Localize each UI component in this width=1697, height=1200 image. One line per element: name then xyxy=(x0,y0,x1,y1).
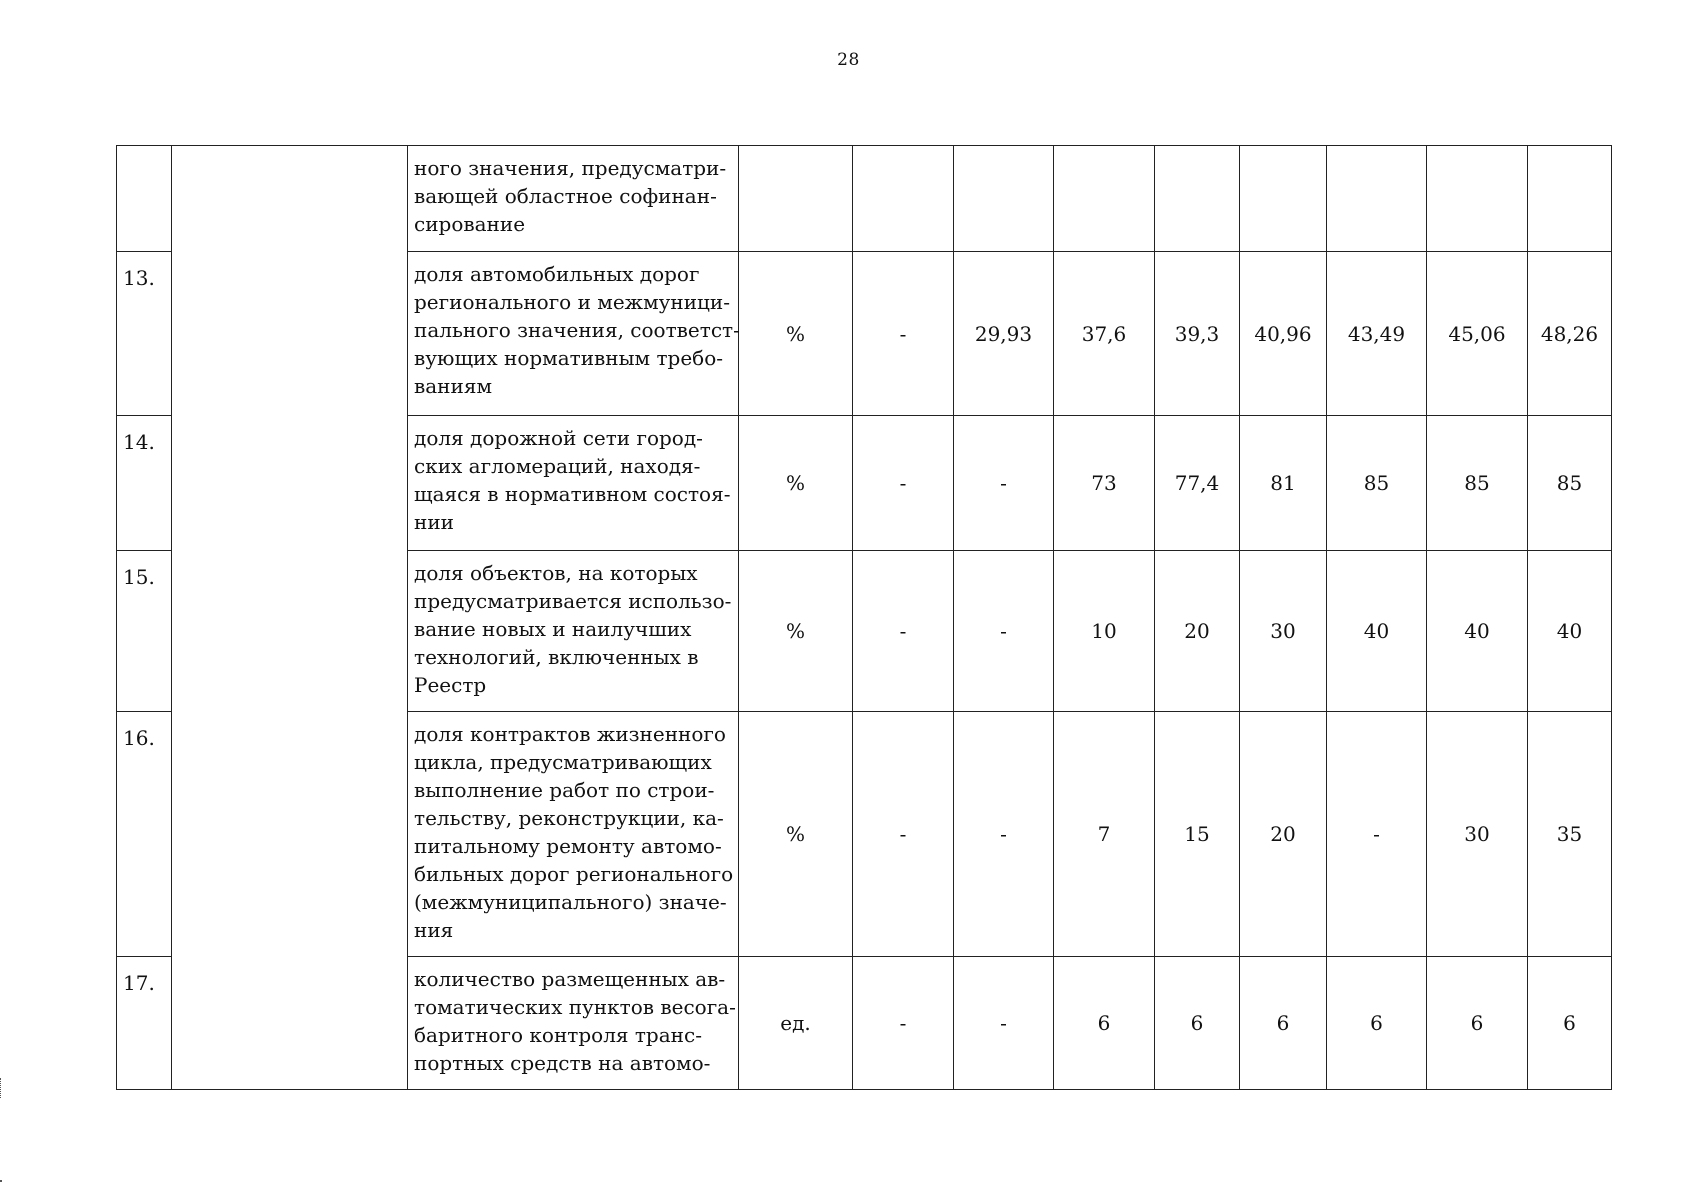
indicator-name xyxy=(408,957,739,1090)
value-cell: 20 xyxy=(1240,712,1327,957)
indicator-name xyxy=(408,416,739,551)
value-cell: 20 xyxy=(1155,551,1240,712)
indicator-name-line: технологий, включенных в xyxy=(414,645,699,669)
value-cell xyxy=(1427,146,1528,252)
value-cell xyxy=(1054,146,1155,252)
indicator-name-line: вующих нормативным требо- xyxy=(414,346,724,370)
margin-mark xyxy=(0,1078,5,1098)
value-cell: 7 xyxy=(1054,712,1155,957)
value-cell: 43,49 xyxy=(1327,252,1427,416)
value-cell: 40,96 xyxy=(1240,252,1327,416)
value-cell: 77,4 xyxy=(1155,416,1240,551)
value-cell xyxy=(1528,146,1612,252)
value-cell: 6 xyxy=(1240,957,1327,1090)
indicator-name-line: доля дорожной сети город- xyxy=(414,426,703,450)
value-cell: 73 xyxy=(1054,416,1155,551)
indicator-name-line: щаяся в нормативном состоя- xyxy=(414,482,731,506)
value-cell: - xyxy=(853,957,954,1090)
unit-cell xyxy=(739,146,853,252)
indicator-name-line: доля автомобильных дорог xyxy=(414,262,700,286)
value-cell: 6 xyxy=(1427,957,1528,1090)
value-cell: - xyxy=(954,957,1054,1090)
unit-cell: ед. xyxy=(739,957,853,1090)
indicator-name-line: сирование xyxy=(414,212,526,236)
value-cell xyxy=(954,146,1054,252)
indicator-name-line: ваниям xyxy=(414,374,493,398)
indicator-name-line: Реестр xyxy=(414,673,487,697)
value-cell: - xyxy=(1327,712,1427,957)
value-cell: 6 xyxy=(1155,957,1240,1090)
table-row xyxy=(117,146,1612,252)
value-cell: 48,26 xyxy=(1528,252,1612,416)
indicator-name-line: томатических пунктов весога- xyxy=(414,995,736,1019)
value-cell: 6 xyxy=(1327,957,1427,1090)
value-cell: 81 xyxy=(1240,416,1327,551)
value-cell: - xyxy=(853,416,954,551)
indicator-name-line: выполнение работ по строи- xyxy=(414,778,715,802)
table-body xyxy=(117,146,1612,1090)
indicator-name-line: доля контрактов жизненного xyxy=(414,722,726,746)
indicator-name-line: питальному ремонту автомо- xyxy=(414,834,722,858)
unit-cell: % xyxy=(739,416,853,551)
value-cell: 45,06 xyxy=(1427,252,1528,416)
value-cell: 6 xyxy=(1528,957,1612,1090)
indicator-name-line: цикла, предусматривающих xyxy=(414,750,712,774)
value-cell: 37,6 xyxy=(1054,252,1155,416)
value-cell: 6 xyxy=(1054,957,1155,1090)
value-cell: 39,3 xyxy=(1155,252,1240,416)
indicator-name-line: (межмуниципального) значе- xyxy=(414,890,727,914)
row-number: 13. xyxy=(117,252,172,416)
indicator-name-line: ния xyxy=(414,918,454,942)
indicator-name-line: портных средств на автомо- xyxy=(414,1051,711,1075)
margin-dot xyxy=(0,1180,2,1182)
indicator-name-line: количество размещенных ав- xyxy=(414,967,726,991)
value-cell: - xyxy=(954,712,1054,957)
page-number: 28 xyxy=(837,50,860,70)
indicator-name-line: ских агломераций, находя- xyxy=(414,454,701,478)
program-cell xyxy=(172,146,408,1090)
value-cell: - xyxy=(853,551,954,712)
value-cell: 30 xyxy=(1427,712,1528,957)
row-number: 17. xyxy=(117,957,172,1090)
value-cell: - xyxy=(954,551,1054,712)
indicator-name-line: вающей областное софинан- xyxy=(414,184,717,208)
value-cell xyxy=(1240,146,1327,252)
indicator-name xyxy=(408,146,739,252)
value-cell: - xyxy=(853,712,954,957)
indicators-table xyxy=(116,145,1612,1090)
value-cell: - xyxy=(954,416,1054,551)
indicator-name-line: тельству, реконструкции, ка- xyxy=(414,806,724,830)
indicator-name xyxy=(408,712,739,957)
indicator-name-line: бильных дорог регионального xyxy=(414,862,734,886)
indicator-name-line: баритного контроля транс- xyxy=(414,1023,702,1047)
unit-cell: % xyxy=(739,551,853,712)
value-cell xyxy=(1327,146,1427,252)
row-number xyxy=(117,146,172,252)
value-cell: 29,93 xyxy=(954,252,1054,416)
value-cell: 10 xyxy=(1054,551,1155,712)
unit-cell: % xyxy=(739,252,853,416)
value-cell xyxy=(1155,146,1240,252)
value-cell: 35 xyxy=(1528,712,1612,957)
row-number: 14. xyxy=(117,416,172,551)
indicator-name-line: регионального и межмуници- xyxy=(414,290,730,314)
indicator-name-line: ного значения, предусматри- xyxy=(414,156,727,180)
value-cell: - xyxy=(853,252,954,416)
unit-cell: % xyxy=(739,712,853,957)
indicator-name-line: пального значения, соответст- xyxy=(414,318,740,342)
value-cell: 40 xyxy=(1528,551,1612,712)
value-cell: 40 xyxy=(1327,551,1427,712)
row-number: 15. xyxy=(117,551,172,712)
value-cell: 85 xyxy=(1528,416,1612,551)
value-cell xyxy=(853,146,954,252)
value-cell: 30 xyxy=(1240,551,1327,712)
value-cell: 40 xyxy=(1427,551,1528,712)
row-number: 16. xyxy=(117,712,172,957)
indicator-name-line: предусматривается использо- xyxy=(414,589,732,613)
indicator-name-line: вание новых и наилучших xyxy=(414,617,692,641)
value-cell: 85 xyxy=(1327,416,1427,551)
indicator-name xyxy=(408,252,739,416)
value-cell: 85 xyxy=(1427,416,1528,551)
indicator-name xyxy=(408,551,739,712)
indicator-name-line: нии xyxy=(414,510,454,534)
indicator-name-line: доля объектов, на которых xyxy=(414,561,698,585)
value-cell: 15 xyxy=(1155,712,1240,957)
